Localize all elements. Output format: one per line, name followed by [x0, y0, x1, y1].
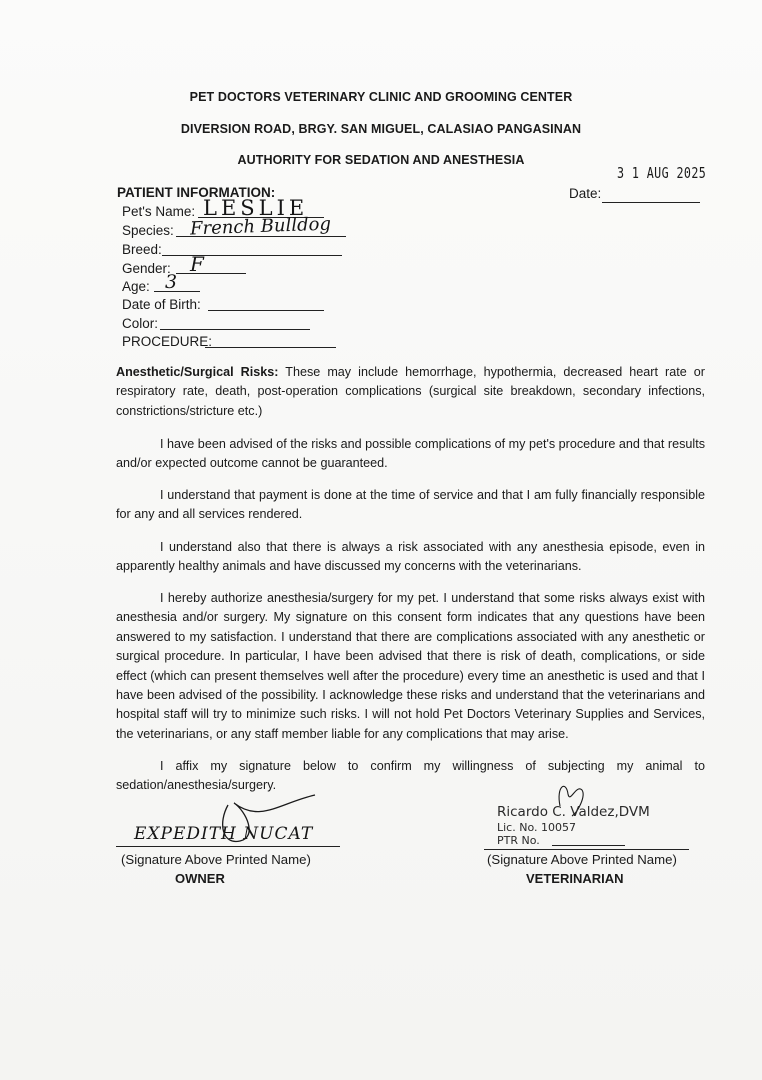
date-line: [602, 202, 700, 203]
dob-label: Date of Birth:: [122, 297, 201, 312]
dob-line: [208, 310, 324, 311]
paragraph-advised: I have been advised of the risks and possible complications of my pet's procedure and that results and/or expected outcome cannot be guaranteed.: [116, 437, 705, 471]
date-stamp: 3 1 AUG 2025: [617, 164, 707, 182]
owner-role: OWNER: [175, 871, 225, 886]
gender-line: [176, 273, 246, 274]
risks-label: Anesthetic/Surgical Risks:: [116, 365, 279, 379]
date-label: Date:: [569, 186, 602, 201]
vet-ptr-line: [552, 845, 625, 846]
pets-name-value: LESLIE: [203, 196, 309, 220]
owner-signature-caption: (Signature Above Printed Name): [121, 852, 311, 867]
vet-name: Ricardo C. Valdez,DVM: [497, 804, 650, 820]
color-label: Color:: [122, 316, 159, 331]
breed-line: [162, 255, 342, 256]
procedure-line: [205, 347, 336, 348]
gender-value: F: [190, 252, 204, 276]
patient-info-title: PATIENT INFORMATION:: [117, 185, 276, 200]
clinic-address: DIVERSION ROAD, BRGY. SAN MIGUEL, CALASIAO PANGASINAN: [180, 122, 582, 136]
age-value: 3: [165, 271, 178, 293]
paragraph-affix-signature: I affix my signature below to confirm my willingness of subjecting my animal to sedation/anesthesia/surgery.: [116, 759, 705, 793]
breed-label: Breed:: [122, 242, 162, 257]
color-line: [160, 329, 310, 330]
owner-signature-line: [116, 846, 340, 847]
gender-label: Gender:: [122, 261, 171, 276]
risks-paragraph: [116, 363, 705, 421]
pets-name-label: Pet's Name:: [122, 204, 196, 219]
vet-license: Lic. No. 10057: [497, 821, 576, 834]
risks-text: These may include hemorrhage, hypothermia, decreased heart rate or respiratory rate, death, post-operation complications (surgical site breakdown, secondary infections, constrictions/stricture etc.): [116, 365, 706, 418]
vet-ptr-label: PTR No.: [497, 834, 540, 847]
procedure-label: PROCEDURE:: [122, 334, 213, 349]
paragraph-payment: I understand that payment is done at the time of service and that I am fully financially responsible for any and all services rendered.: [116, 488, 705, 522]
age-label: Age:: [122, 279, 150, 294]
paragraph-authorization: I hereby authorize anesthesia/surgery for my pet. I understand that some risks always exist with anesthesia and/or surgery. My signature on this consent form indicates that any questions have been answered to my satisfaction. I understand that there are complications associated with any anesthetic or surgical procedure. In particular, I have been advised that there is risk of death, complications, or side effect (which can present themselves well after the procedure) every time an anesthetic is used and that I have been advised of the possibility. I acknowledge these risks and understand that the veterinarians and hospital staff will try to minimize such risks. I will not hold Pet Doctors Veterinary Supplies and Services, the veterinarians, or any staff member liable for any complications that may arise.: [116, 591, 705, 741]
species-value: French Bulldog: [189, 213, 332, 240]
vet-signature-line: [484, 849, 689, 850]
form-title: AUTHORITY FOR SEDATION AND ANESTHESIA: [237, 153, 525, 167]
clinic-name: PET DOCTORS VETERINARY CLINIC AND GROOMING CENTER: [189, 90, 573, 104]
species-label: Species:: [122, 223, 174, 238]
vet-signature-caption: (Signature Above Printed Name): [487, 852, 677, 867]
paragraph-risk-anesthesia: I understand also that there is always a risk associated with any anesthesia episode, even in apparently healthy animals and have discussed my concerns with the veterinarians.: [116, 540, 705, 574]
owner-printed-name: EXPEDITH NUCAT: [134, 824, 314, 844]
vet-role: VETERINARIAN: [526, 871, 624, 886]
